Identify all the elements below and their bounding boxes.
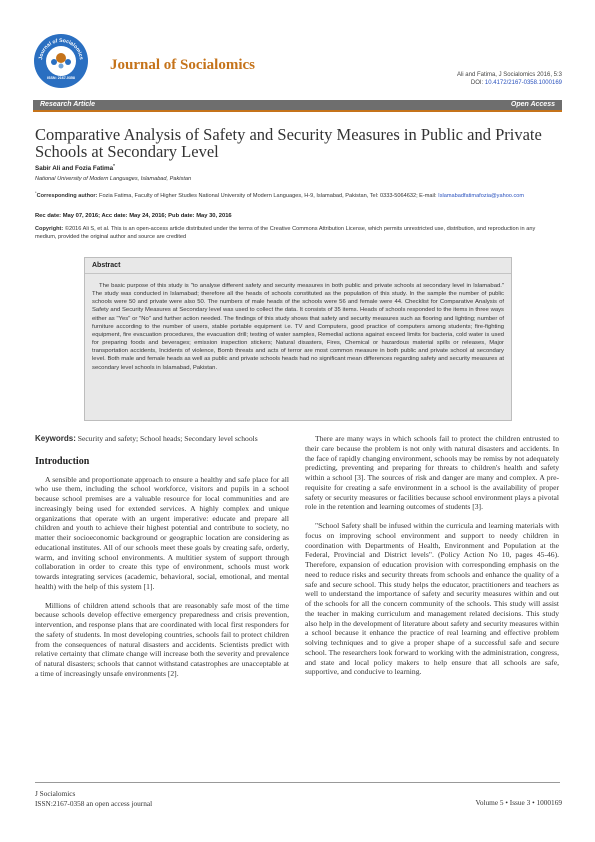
doi-label: DOI: [470, 80, 485, 86]
article-dates: Rec date: May 07, 2016; Acc date: May 24, 2016; Pub date: May 30, 2016 [35, 213, 232, 219]
paragraph: "School Safety shall be infused within the curricula and learning materials with focus on improving school environment and support to needy children in coordination with Departments of Health, Environment and Population at the Federal, Provincial and District levels". (Policy Action No 10, pages 45-46). Therefore, expansion of education provision with corresponding emphasis on the need to reduce risks and security threats from schools and enhance the quality of a safe and secure school. This study helps the educator, practitioners and teachers as well to understand the importance of safety and security measures within and out of the schools for all the concern community of the schools. This study will assist the teacher in making curriculum and management related decisions. This study also help in the development of literature about safety and security measures within a school because it enhance the practice of real learning and effective problem solving techniques and to give a proper shape of a successful safe and secure school. The researchers look forward to working with the administration, congress, and state and local policy makers to help ensure that all schools are safe, supportive, and conducive to learning. [305, 521, 559, 677]
author-marker: * [113, 163, 115, 168]
paragraph: There are many ways in which schools fail to protect the children entrusted to their care because the problem is not only with natural disasters and accidents. In the face of rapidly changing environment, schools may be remiss by not adequately predicting, preventing and preparing for threats to children's health and safety within a school [3]. The sources of risk and danger are many and complex. A pre-requisite for creating a safe environment in a school is the availability of proper safety or security measures or facilities because school environment plays a pivotal role in the retention and learning outcomes of students [3]. [305, 434, 559, 512]
article-title: Comparative Analysis of Safety and Security Measures in Public and Private Schools at Secondary Level [35, 125, 542, 161]
logo-issn: ISSN: 2167-0358 [47, 76, 75, 80]
footer-journal: J Socialomics [35, 789, 76, 798]
right-column [305, 434, 559, 686]
keywords-text: Security and safety; School heads; Secondary level schools [75, 434, 258, 443]
affiliation: National University of Modern Languages, Islamabad, Pakistan [35, 176, 192, 182]
copyright-text: ©2016 Ali S, et al. This is an open-access article distributed under the terms of the Creative Commons Attribution License, which permits unrestricted use, distribution, and reproduction in any medium, provided the original author and source are credited [35, 226, 536, 240]
citation-line: Ali and Fatima, J Socialomics 2016, 5:3 [456, 72, 562, 78]
introduction-heading: Introduction [35, 455, 90, 467]
paragraph: Millions of children attend schools that are reasonably safe most of the time because schools develop effective emergency preparedness and crisis prevention, intervention, and response plans that are coordinated with local first responders for the safety of students. In most developing countries, schools fail to protect children from the consequences of natural disasters and accidents. Scientists predict with relative certainty that climate change will increase both the severity and prevalence of natural disasters; schools that cannot withstand catastrophes are unacceptable at a time of increasingly unsafe environments [2]. [35, 600, 289, 678]
left-column [35, 434, 289, 688]
copyright [35, 225, 557, 241]
open-access-label: Open Access [510, 101, 555, 108]
corr-label: Corresponding author: [36, 192, 98, 199]
corr-marker: * [35, 190, 37, 195]
abstract-box [84, 257, 512, 421]
authors [35, 163, 115, 172]
footer-issn: ISSN:2167-0358 an open access journal [35, 799, 153, 808]
corr-email-link[interactable]: Islamabadfatimafozia@yahoo.com [438, 192, 525, 199]
logo-ring-text: Journal of Socialomics [38, 37, 84, 61]
paragraph: A sensible and proportionate approach to ensure a healthy and safe place for all who use them, including the school workforce, visitors and pupils in a school because school premises are a valuable resource for local communities and are increasingly being used for extended services. A highly complex and unique organizations that operate with an urgent imperative: educate and prepare all children and youth to achieve their highest potential and contribute to society, no matter their socioeconomic background or geographic location are considering as educational institutes. All of our schools meet these goals by creating safe, orderly, warm, and inviting school environments. A multitier system of support through collaboration in order to create this type of environment, schools must work towards integrating services (academic, behavioral, social, emotional, and mental health) with the help of this system [1]. [35, 474, 289, 591]
keywords-label: Keywords: [35, 434, 76, 443]
article-type-ribbon [33, 100, 562, 112]
doi-link[interactable]: 10.4172/2167-0358.1000169 [484, 80, 562, 86]
abstract-heading: Abstract [92, 262, 121, 269]
copyright-label: Copyright: [35, 226, 64, 232]
doi-line [457, 79, 562, 87]
research-article-label: Research Article [40, 101, 95, 108]
corr-text: Fozia Fatima, Faculty of Higher Studies National University of Modern Languages, H-9, Islamabad, Pakistan, Tel: 0333-5064632; E-mail: [97, 192, 439, 199]
journal-logo [33, 33, 89, 89]
abstract-text: The basic purpose of this study is "to analyse different safety and security measures in both public and private schools at secondary level in Islamabad." The study was conducted in Islamabad; therefore all the heads of schools constituted as the population of this study. In the sample the number of public schools were 50 and private were also 50. The numbers of male heads of the schools were 56 and female were 44. Checklist for Comparative Analysis of Safety and Security Measures at Secondary level was used to collect the data. It consists of 35 items. Heads of schools responded to the items in three ways either as "Yes" or "No" and further action needed. The findings of this study shows that safety and security measures such as flooring and lighting; number of furniture according to the number of users, stable portable equipment i.e. TV and Computers, good practice of computers among students; fire-fighting equipment, fire evacuation procedures, the evacuation drill; testing of water samples, Remedial actions against exceed limits for bacteria, cold water is used for preparing foods and beverages; emission inspection stickers; Natural disasters, Fires, Chemical or hazardous material spills or releases, Major transportation accidents, Incidents of violence, Bomb threats and acts of terror are most common measure in both public and private school at secondary level. Both male and female heads as well as public and private schools heads had no significant mean differences regarding safety and security measures at secondary level schools in Islamabad, Pakistan. [92, 283, 504, 371]
footer-left [35, 789, 152, 809]
abstract-divider [85, 273, 511, 274]
citation-block [457, 71, 562, 87]
keywords [35, 434, 289, 444]
footer-volume: Volume 5 • Issue 3 • 1000169 [475, 798, 562, 807]
author-names: Sabir Ali and Fozia Fatima [35, 165, 114, 173]
journal-title[interactable]: Journal of Socialomics [110, 57, 255, 73]
footer-divider [35, 782, 560, 783]
corresponding-author [35, 189, 557, 200]
